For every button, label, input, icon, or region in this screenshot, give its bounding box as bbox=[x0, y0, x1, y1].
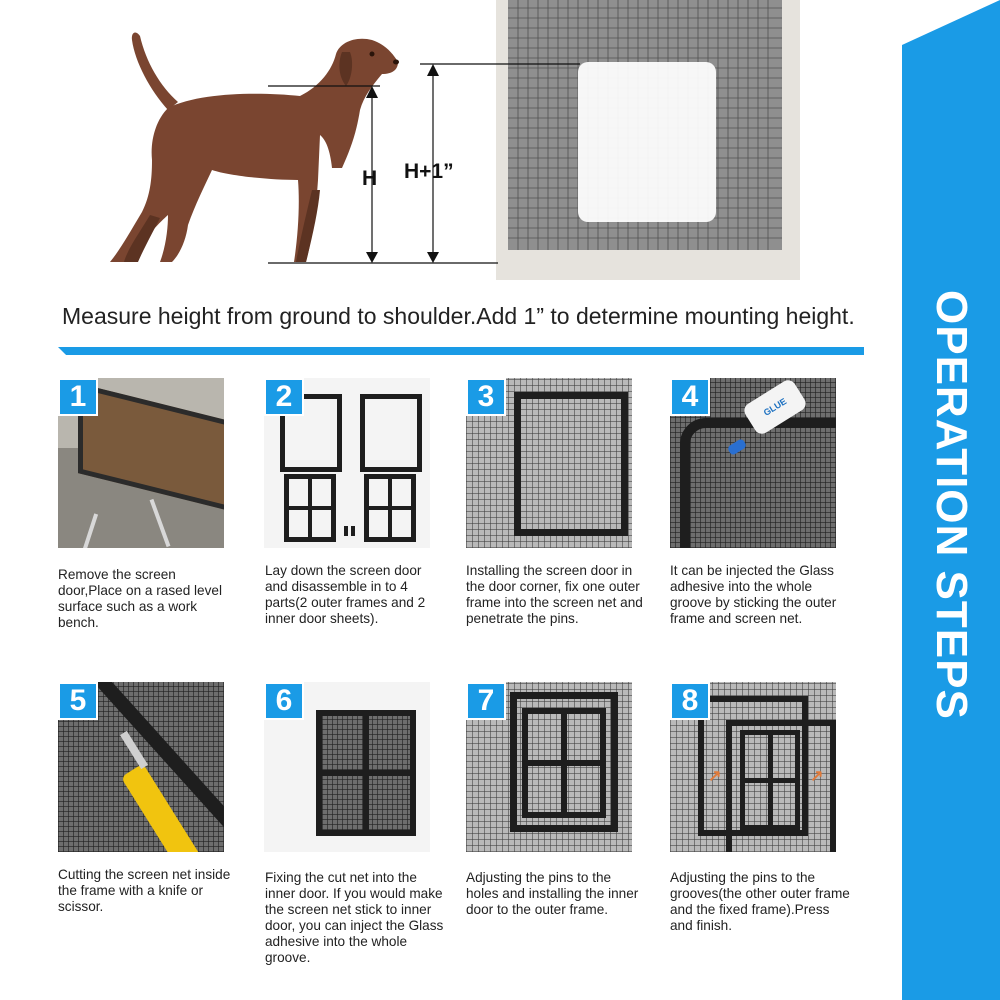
dog-illustration bbox=[110, 33, 398, 262]
step-4-image bbox=[670, 378, 836, 548]
step-4-badge: 4 bbox=[670, 378, 710, 416]
step-8-text: Adjusting the pins to the grooves(the other outer frame and the fixed frame).Press and finish. bbox=[670, 870, 850, 933]
step-1-text: Remove the screen door,Place on a rased level surface such as a work bench. bbox=[58, 567, 222, 630]
step-8-badge: 8 bbox=[670, 682, 710, 720]
section-divider bbox=[58, 347, 864, 355]
arrow-icon: ↗ bbox=[708, 768, 722, 785]
step-6-badge: 6 bbox=[264, 682, 304, 720]
step-6-image bbox=[264, 682, 430, 852]
step-2-badge: 2 bbox=[264, 378, 304, 416]
step-5-badge: 5 bbox=[58, 682, 98, 720]
step-2-text: Lay down the screen door and disassemble in to 4 parts(2 outer frames and 2 inner door sheets). bbox=[265, 563, 426, 626]
step-5-text: Cutting the screen net inside the frame with a knife or scissor. bbox=[58, 867, 231, 914]
mounting-height-label: H+1” bbox=[404, 160, 454, 183]
step-5-image bbox=[58, 682, 224, 852]
step-1-image bbox=[58, 378, 224, 548]
measure-caption: Measure height from ground to shoulder.Add 1” to determine mounting height. bbox=[62, 303, 855, 329]
step-3-text: Installing the screen door in the door corner, fix one outer frame into the screen net and penetrate the pins. bbox=[466, 563, 643, 626]
step-2-image bbox=[264, 378, 430, 548]
measurement-diagram bbox=[0, 0, 900, 290]
glue-bottle-label: GLUE bbox=[761, 396, 789, 418]
step-7-image bbox=[466, 682, 632, 852]
step-7-badge: 7 bbox=[466, 682, 506, 720]
step-3-image bbox=[466, 378, 632, 548]
height-label: H bbox=[362, 167, 378, 190]
step-4-text: It can be injected the Glass adhesive into the whole groove by sticking the outer frame and screen net. bbox=[670, 563, 837, 626]
step-6-text: Fixing the cut net into the inner door. If you would make the screen net stick to inner door, you can inject the Glass adhesive into the whole groove. bbox=[265, 870, 444, 965]
arrow-icon: ↗ bbox=[810, 768, 824, 785]
step-1-badge: 1 bbox=[58, 378, 98, 416]
banner-title-wrap bbox=[902, 0, 1000, 1000]
banner-title: OPERATION STEPS bbox=[927, 290, 976, 720]
step-7-text: Adjusting the pins to the holes and installing the inner door to the outer frame. bbox=[466, 870, 639, 917]
screen-door-illustration bbox=[496, 0, 800, 280]
step-3-badge: 3 bbox=[466, 378, 506, 416]
step-8-image bbox=[670, 682, 836, 852]
